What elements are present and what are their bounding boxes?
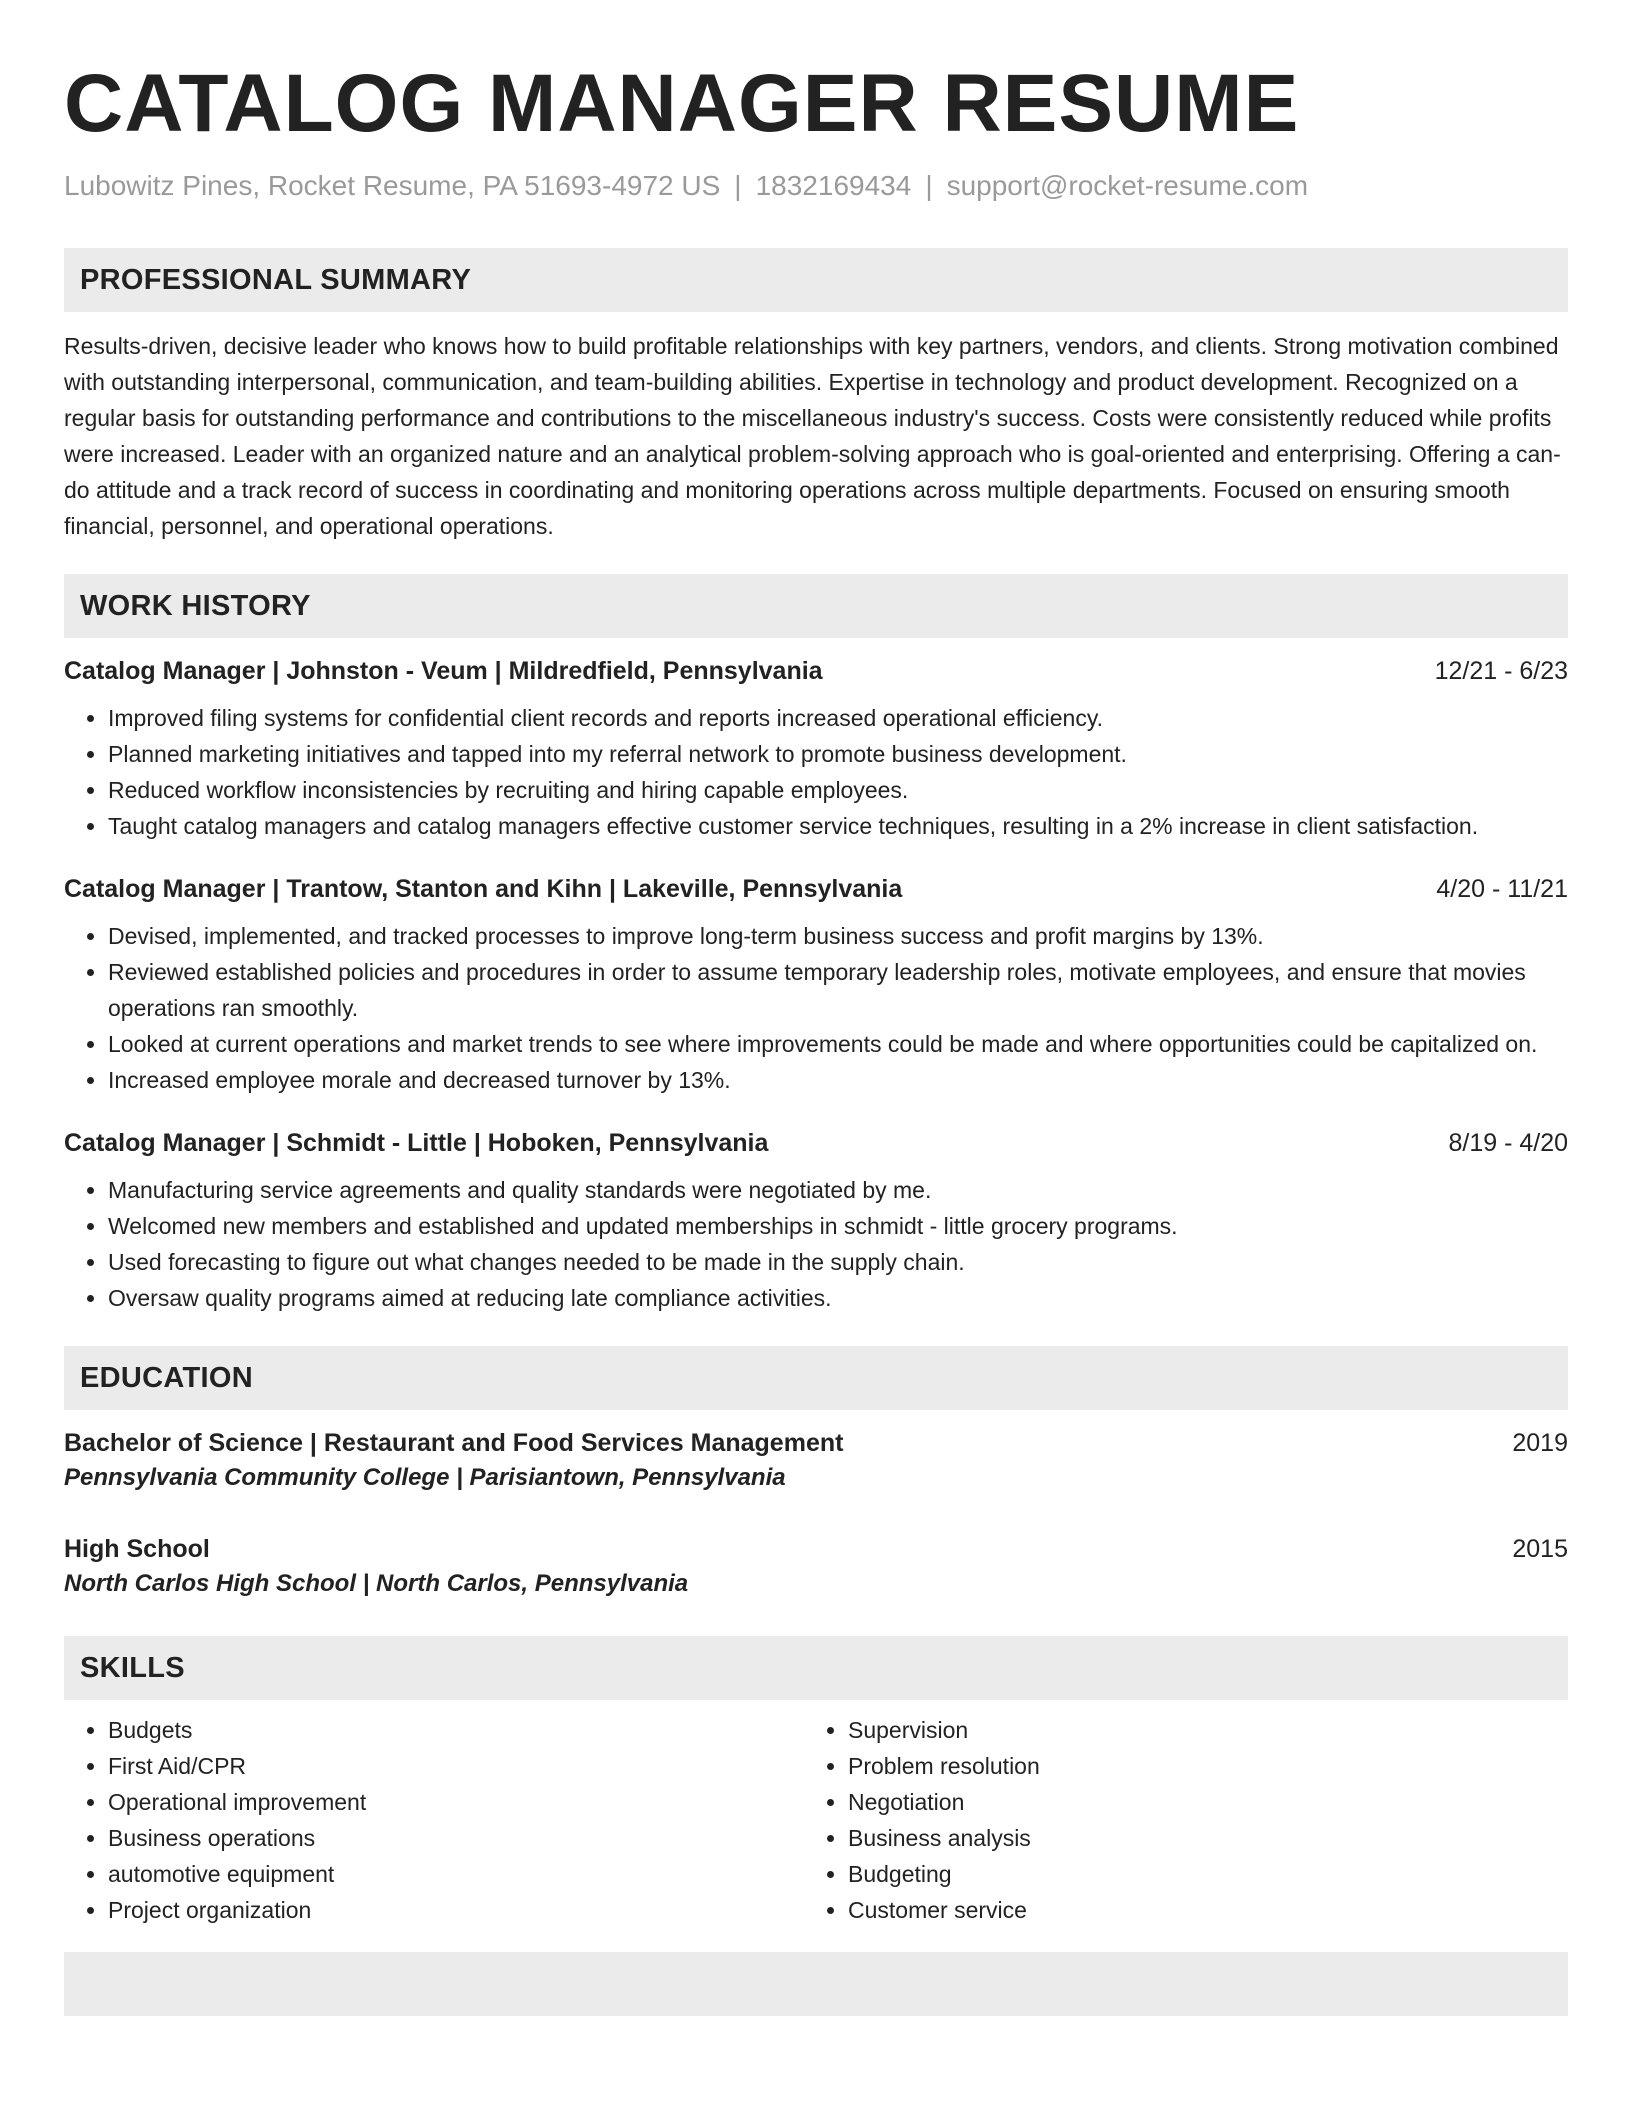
job-heading [64, 654, 1568, 688]
education-heading [64, 1426, 1568, 1460]
skill-item: • Problem resolution [848, 1748, 1544, 1784]
work-history-section-header: WORK HISTORY [64, 574, 1568, 638]
summary-text: Results-driven, decisive leader who knows how to build profitable relationships with key partners, vendors, and clients. Strong motivation combined with outstanding interpersonal, communication, and team-building abilities. Expertise in technology and product development. Recognized on a regular basis for outstanding performance and contributions to the miscellaneous industry's success. Costs were consistently reduced while profits were increased. Leader with an organized nature and an analytical problem-solving approach who is goal-oriented and enterprising. Offering a can-do attitude and a track record of success in coordinating and monitoring operations across multiple departments. Focused on ensuring smooth financial, personnel, and operational operations. [64, 333, 1561, 539]
job-bullets [64, 700, 1568, 844]
contact-separator: | [734, 170, 742, 201]
job-bullet: • Oversaw quality programs aimed at reducing late compliance activities. [108, 1280, 1568, 1316]
job-bullet: • Improved filing systems for confidential client records and reports increased operational efficiency. [108, 700, 1568, 736]
job-entry [64, 654, 1568, 844]
skill-item: • automotive equipment [108, 1856, 804, 1892]
education-school: North Carlos High School | North Carlos, Pennsylvania [64, 1570, 689, 1597]
job-bullet: • Taught catalog managers and catalog managers effective customer service techniques, resulting in a 2% increase in client satisfaction. [108, 808, 1568, 844]
skill-item: • Project organization [108, 1892, 804, 1928]
skills-column-left [64, 1712, 804, 1928]
job-bullet: • Used forecasting to figure out what changes needed to be made in the supply chain. [108, 1244, 1568, 1280]
job-bullet: • Looked at current operations and market trends to see where improvements could be made and where opportunities could be capitalized on. [108, 1026, 1568, 1062]
job-entry [64, 1126, 1568, 1316]
job-dates: 4/20 - 11/21 [1436, 875, 1568, 903]
skill-item: • Negotiation [848, 1784, 1544, 1820]
next-section-header [64, 1952, 1568, 2016]
job-dates: 12/21 - 6/23 [1434, 657, 1568, 685]
job-bullet: • Reviewed established policies and procedures in order to assume temporary leadership roles, motivate employees, and ensure that movies operations ran smoothly. [108, 954, 1568, 1026]
education-year: 2019 [1512, 1429, 1568, 1457]
education-section-header: EDUCATION [64, 1346, 1568, 1410]
education-heading [64, 1532, 1568, 1566]
job-bullet: • Increased employee morale and decreased turnover by 13%. [108, 1062, 1568, 1098]
summary-section-header: PROFESSIONAL SUMMARY [64, 248, 1568, 312]
job-bullet: • Devised, implemented, and tracked processes to improve long-term business success and profit margins by 13%. [108, 918, 1568, 954]
contact-phone: 1832169434 [755, 170, 912, 201]
job-heading [64, 1126, 1568, 1160]
skills-list [64, 1712, 1568, 1928]
job-bullets [64, 1172, 1568, 1316]
skill-item: • Budgeting [848, 1856, 1544, 1892]
skills-bullets [804, 1712, 1544, 1928]
contact-separator: | [925, 170, 933, 201]
skill-item: • Business analysis [848, 1820, 1544, 1856]
skill-item: • Supervision [848, 1712, 1544, 1748]
education-degree: High School [64, 1535, 210, 1563]
job-bullet: • Manufacturing service agreements and quality standards were negotiated by me. [108, 1172, 1568, 1208]
job-title: Catalog Manager | Johnston - Veum | Mildredfield, Pennsylvania [64, 657, 823, 685]
job-bullet: • Welcomed new members and established and updated memberships in schmidt - little grocery programs. [108, 1208, 1568, 1244]
skills-section-header: SKILLS [64, 1636, 1568, 1700]
job-heading [64, 872, 1568, 906]
contact-email: support@rocket-resume.com [946, 170, 1309, 201]
job-dates: 8/19 - 4/20 [1448, 1129, 1568, 1157]
skills-column-right [804, 1712, 1544, 1928]
education-year: 2015 [1512, 1535, 1568, 1563]
skill-item: • First Aid/CPR [108, 1748, 804, 1784]
skill-item: • Operational improvement [108, 1784, 804, 1820]
contact-line [64, 168, 1568, 204]
education-entry [64, 1532, 1568, 1602]
education-school: Pennsylvania Community College | Parisiantown, Pennsylvania [64, 1464, 786, 1491]
resume-page [64, 0, 1568, 2016]
education-degree: Bachelor of Science | Restaurant and Food Services Management [64, 1429, 844, 1457]
job-bullets [64, 918, 1568, 1098]
job-bullet: • Planned marketing initiatives and tapped into my referral network to promote business development. [108, 736, 1568, 772]
education-entry [64, 1426, 1568, 1496]
skill-item: • Customer service [848, 1892, 1544, 1928]
job-entry [64, 872, 1568, 1098]
contact-address: Lubowitz Pines, Rocket Resume, PA 51693-4972 US [64, 170, 721, 201]
resume-title: CATALOG MANAGER RESUME [64, 58, 1300, 149]
job-title: Catalog Manager | Trantow, Stanton and Kihn | Lakeville, Pennsylvania [64, 875, 903, 903]
skill-item: • Budgets [108, 1712, 804, 1748]
skill-item: • Business operations [108, 1820, 804, 1856]
job-title: Catalog Manager | Schmidt - Little | Hoboken, Pennsylvania [64, 1129, 769, 1157]
job-bullet: • Reduced workflow inconsistencies by recruiting and hiring capable employees. [108, 772, 1568, 808]
skills-bullets [64, 1712, 804, 1928]
